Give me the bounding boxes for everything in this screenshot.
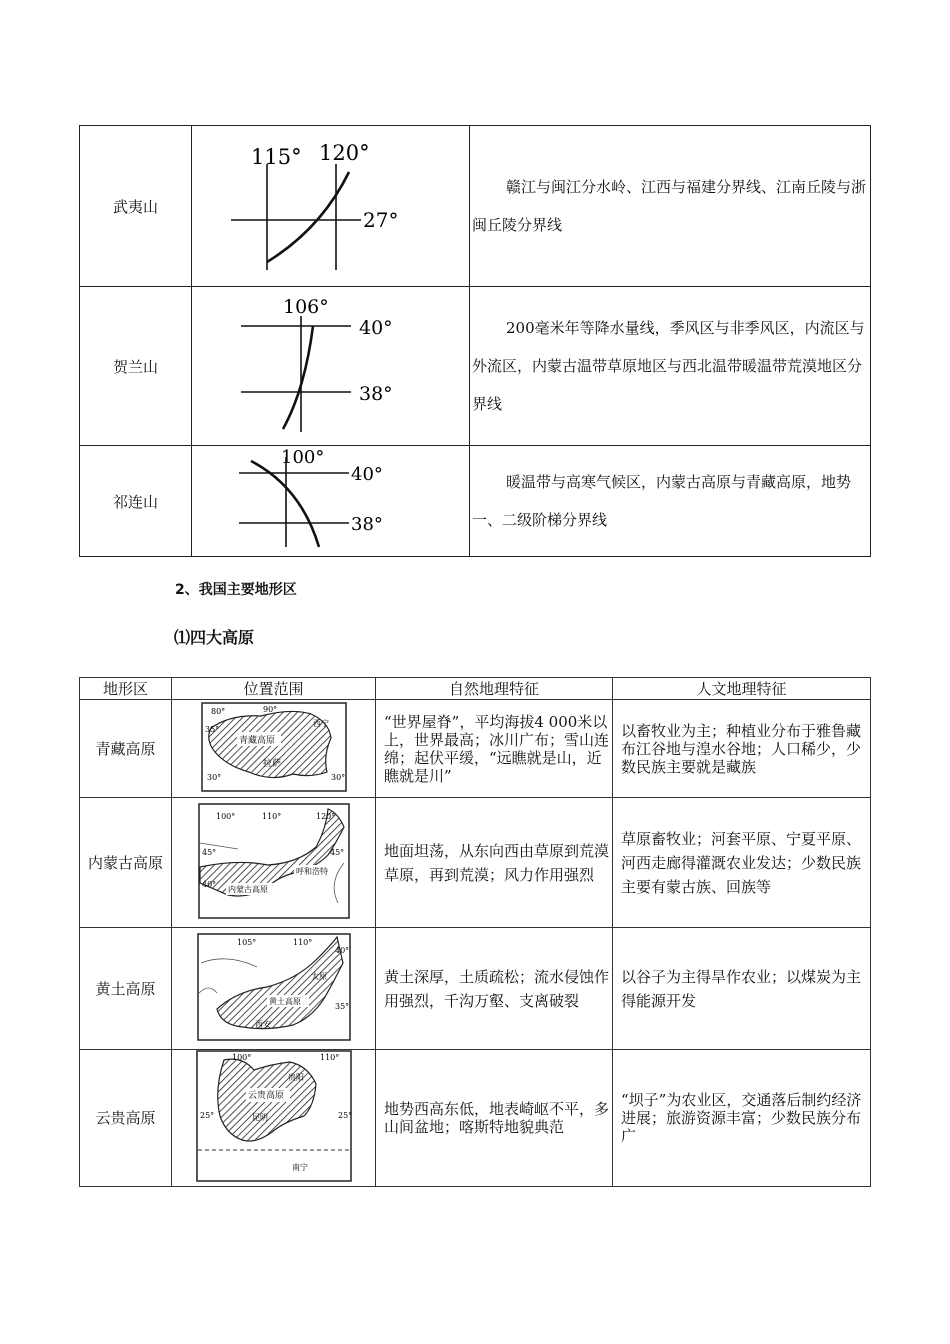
map-label: 100°: [231, 1053, 251, 1062]
map-label: 黄土高原: [268, 996, 301, 1006]
lon-label: 106°: [282, 296, 329, 318]
map-label: 25°: [337, 1111, 352, 1120]
boundary-description: 赣江与闽江分水岭、江西与福建分界线、江南丘陵与浙闽丘陵分界线: [470, 126, 871, 287]
map-label: 西宁: [312, 718, 329, 728]
map-label: 青藏高原: [238, 735, 275, 746]
wuyi-coordinate-sketch: [231, 134, 431, 274]
lat-label: 38°: [358, 383, 393, 405]
wuyi-figure-cell: [192, 126, 470, 287]
map-label: 35°: [204, 724, 219, 734]
mountain-name: 武夷山: [80, 126, 192, 287]
map-label: 25°: [199, 1111, 214, 1120]
plateau-name: 内蒙古高原: [80, 798, 172, 928]
yunnan-guizhou-map: [196, 1050, 352, 1182]
natural-features: 黄土深厚，土质疏松；流水侵蚀作用强烈，千沟万壑、支离破裂: [376, 928, 613, 1050]
map-label: 呼和浩特: [295, 866, 328, 876]
qilian-figure-cell: [192, 446, 470, 557]
column-header: 位置范围: [172, 678, 376, 700]
map-label: 80°: [210, 706, 225, 716]
map-cell: [172, 928, 376, 1050]
boundary-description: 暖温带与高寒气候区，内蒙古高原与青藏高原，地势一、二级阶梯分界线: [470, 446, 871, 557]
sub-heading: ⑴四大高原: [174, 628, 255, 647]
map-label: 内蒙古高原: [227, 884, 268, 894]
map-cell: [172, 1050, 376, 1187]
table-row: [80, 1050, 871, 1187]
table-row: [80, 798, 871, 928]
mountain-name: 贺兰山: [80, 287, 192, 446]
map-label: 120°: [315, 811, 335, 821]
column-header: 自然地理特征: [376, 678, 613, 700]
column-header: 人文地理特征: [613, 678, 871, 700]
inner-mongolia-map: [198, 803, 350, 919]
boundary-description: 200毫米年等降水量线，季风区与非季风区，内流区与外流区，内蒙古温带草原地区与西北温带暖温带荒漠地区分界线: [470, 287, 871, 446]
table-row: [80, 928, 871, 1050]
map-label: 昆明: [251, 1113, 268, 1122]
map-label: 西安: [254, 1019, 271, 1029]
plateau-name: 青藏高原: [80, 700, 172, 798]
map-label: 40°: [334, 945, 349, 955]
lat-label: 27°: [362, 208, 398, 232]
lon-label: 100°: [280, 447, 324, 468]
qinghai-tibet-map: [201, 702, 347, 792]
table-row: [80, 700, 871, 798]
qilian-coordinate-sketch: [231, 447, 431, 551]
map-label: 110°: [292, 937, 312, 947]
helan-coordinate-sketch: [231, 294, 431, 434]
map-label: 45°: [201, 847, 216, 857]
map-label: 云贵高原: [247, 1091, 284, 1101]
map-cell: [172, 700, 376, 798]
map-label: 拉萨: [262, 758, 281, 769]
map-label: 太原: [310, 971, 327, 981]
helan-figure-cell: [192, 287, 470, 446]
table-row: [80, 446, 871, 557]
lat-label: 40°: [350, 464, 383, 485]
human-features: 草原畜牧业；河套平原、宁夏平原、河西走廊得灌溉农业发达；少数民族主要有蒙古族、回族等: [613, 798, 871, 928]
map-label: 40°: [201, 879, 216, 889]
lat-label: 40°: [358, 317, 393, 339]
section-heading: 2、我国主要地形区: [175, 582, 297, 598]
mountain-boundary-table: [79, 125, 871, 557]
map-label: 90°: [262, 704, 277, 714]
map-label: 110°: [261, 811, 281, 821]
lat-label: 38°: [350, 514, 383, 535]
plateau-name: 云贵高原: [80, 1050, 172, 1187]
human-features: “坝子”为农业区，交通落后制约经济进展；旅游资源丰富；少数民族分布广: [613, 1050, 871, 1187]
lon-label: 115°: [250, 145, 302, 169]
map-label: 贵阳: [287, 1073, 304, 1082]
map-label: 30°: [206, 772, 221, 782]
table-row: [80, 287, 871, 446]
map-cell: [172, 798, 376, 928]
table-row: [80, 126, 871, 287]
map-label: 35°: [334, 1001, 349, 1011]
human-features: 以畜牧业为主；种植业分布于雅鲁藏布江谷地与湟水谷地；人口稀少，少数民族主要就是藏族: [613, 700, 871, 798]
map-label: 105°: [236, 937, 256, 947]
lon-label: 120°: [318, 141, 370, 165]
map-label: 110°: [319, 1053, 339, 1062]
mountain-name: 祁连山: [80, 446, 192, 557]
natural-features: 地势西高东低，地表崎岖不平，多山间盆地；喀斯特地貌典范: [376, 1050, 613, 1187]
table-header-row: [80, 678, 871, 700]
map-label: 30°: [330, 772, 345, 782]
natural-features: 地面坦荡，从东向西由草原到荒漠草原，再到荒漠；风力作用强烈: [376, 798, 613, 928]
map-label: 45°: [329, 847, 344, 857]
column-header: 地形区: [80, 678, 172, 700]
plateau-table: [79, 677, 871, 1187]
human-features: 以谷子为主得旱作农业；以煤炭为主得能源开发: [613, 928, 871, 1050]
map-label: 100°: [215, 811, 235, 821]
plateau-name: 黄土高原: [80, 928, 172, 1050]
natural-features: “世界屋脊”，平均海拔4 000米以上，世界最高；冰川广布；雪山连绵；起伏平缓，“远瞧就是山，近瞧就是川”: [376, 700, 613, 798]
loess-map: [197, 933, 351, 1041]
map-label: 南宁: [291, 1163, 308, 1172]
